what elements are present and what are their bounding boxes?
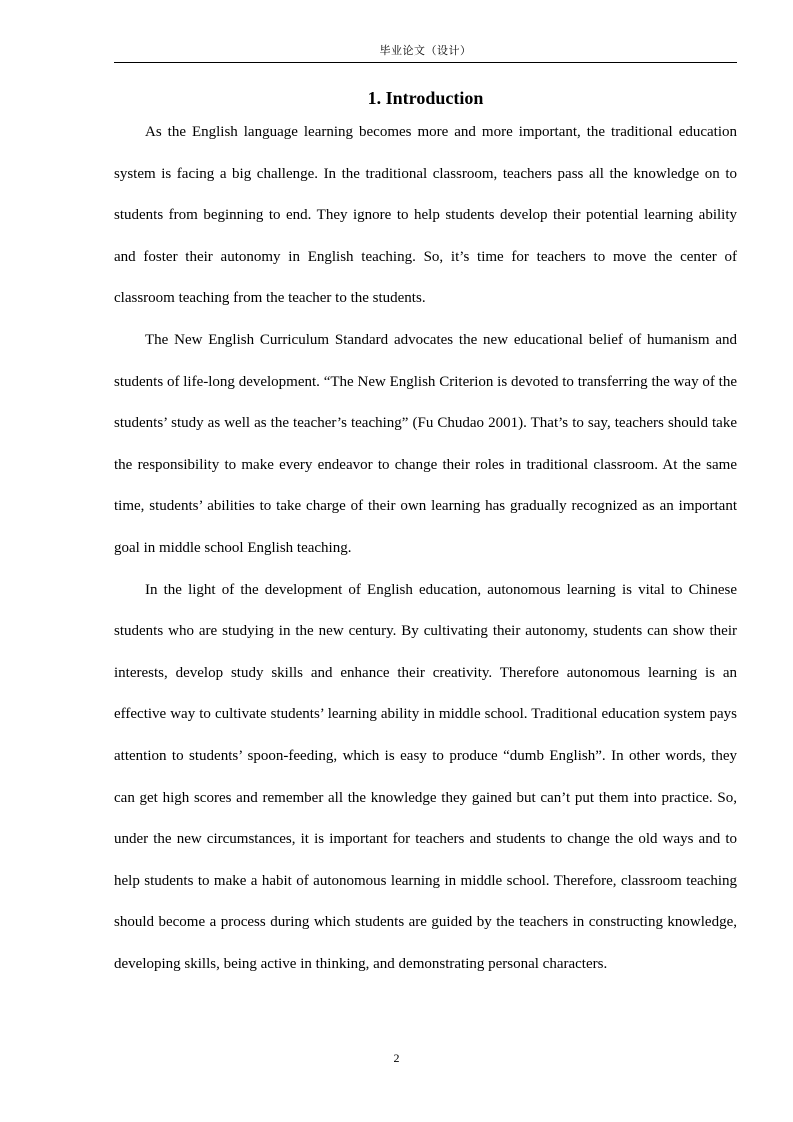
running-header bbox=[114, 40, 737, 63]
header-title: 毕业论文（设计） bbox=[379, 44, 472, 57]
paragraph: As the English language learning becomes more and more important, the traditional education system is facing a big challenge. In the traditional classroom, teachers pass all the knowledge on to students from beginning to end. They ignore to help students develop their potential learning ability and foster their autonomy in English teaching. So, it’s time for teachers to move the center of classroom teaching from the teacher to the students. bbox=[114, 124, 737, 307]
main-content bbox=[114, 84, 737, 985]
paragraph: In the light of the development of English education, autonomous learning is vital to Chinese students who are studying in the new century. By cultivating their autonomy, students can show their interests, develop study skills and enhance their creativity. Therefore autonomous learning is an effective way to cultivate students’ learning ability in middle school. Traditional education system pays attention to students’ spoon-feeding, which is easy to produce “dumb English”. In other words, they can get high scores and remember all the knowledge they gained but can’t put them into practice. So, under the new circumstances, it is important for teachers and students to change the old ways and to help students to make a habit of autonomous learning in middle school. Therefore, classroom teaching should become a process during which students are guided by the teachers in constructing knowledge, developing skills, being active in thinking, and demonstrating personal characters. bbox=[114, 581, 737, 972]
section-title: 1. Introduction bbox=[367, 88, 484, 108]
paragraph: The New English Curriculum Standard advocates the new educational belief of humanism and students of life-long development. “The New English Criterion is devoted to transferring the way of the students’ study as well as the teacher’s teaching” (Fu Chudao 2001). That’s to say, teachers should take the responsibility to make every endeavor to change their roles in traditional classroom. At the same time, students’ abilities to take charge of their own learning has gradually recognized as an important goal in middle school English teaching. bbox=[114, 331, 737, 556]
page-number: 2 bbox=[393, 1051, 400, 1065]
